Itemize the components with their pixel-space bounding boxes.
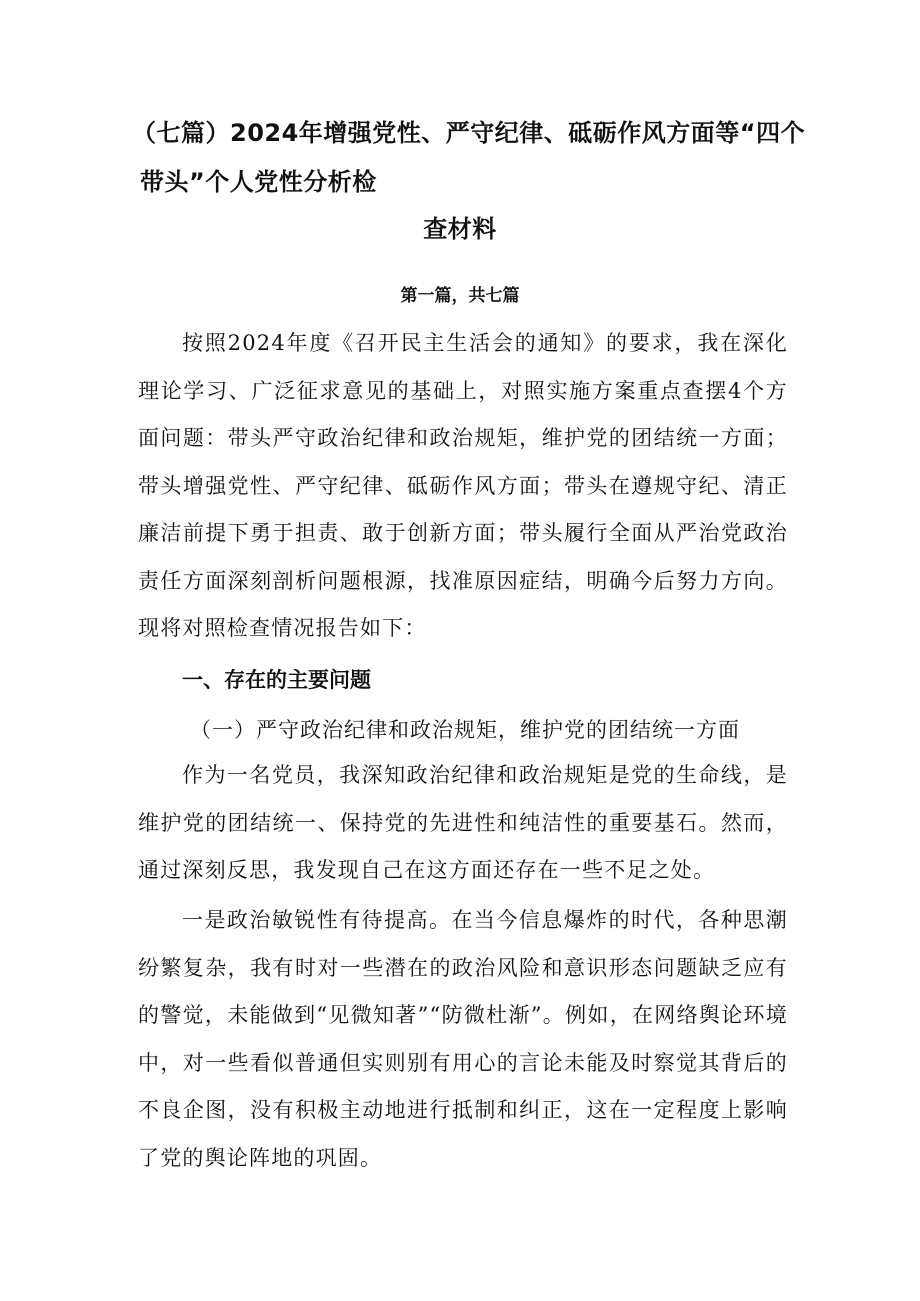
paragraph-3-block [138,897,788,1182]
intro-paragraph-block [138,320,788,653]
paragraph-2-block [138,752,788,895]
document-subtitle: 第一篇，共七篇 [400,286,520,306]
paragraph-3: 一是政治敏锐性有待提高。在当今信息爆炸的时代，各种思潮纷繁复杂，我有时对一些潜在的政治风险和意识形态问题缺乏应有的警觉，未能做到“见微知著”“防微杜渐”。例如，在网络舆论环境中，对一些看似普通但实则别有用心的言论未能及时察觉其背后的不良企图，没有积极主动地进行抵制和纠正，这在一定程度上影响了党的舆论阵地的巩固。 [138,908,788,1170]
document-title-line-2: 带头”个人党性分析检 [140,168,377,196]
intro-paragraph: 按照2024年度《召开民主生活会的通知》的要求，我在深化理论学习、广泛征求意见的基础上，对照实施方案重点查摆4个方面问题：带头严守政治纪律和政治规矩，维护党的团结统一方面；带头增强党性、严守纪律、砥砺作风方面；带头在遵规守纪、清正廉洁前提下勇于担责、敢于创新方面；带头履行全面从严治党政治责任方面深刻剖析问题根源，找准原因症结，明确今后努力方向。现将对照检查情况报告如下： [138,331,788,640]
paragraph-2: 作为一名党员，我深知政治纪律和政治规矩是党的生命线，是维护党的团结统一、保持党的先进性和纯洁性的重要基石。然而，通过深刻反思，我发现自己在这方面还存在一些不足之处。 [138,763,788,882]
subsection-heading: （一）严守政治纪律和政治规矩，维护党的团结统一方面 [190,718,740,742]
document-title-line-1: （七篇）2024年增强党性、严守纪律、砥砺作风方面等“四个 [132,119,806,147]
section-heading: 一、存在的主要问题 [182,668,371,692]
document-title-line-3: 查材料 [423,215,497,243]
